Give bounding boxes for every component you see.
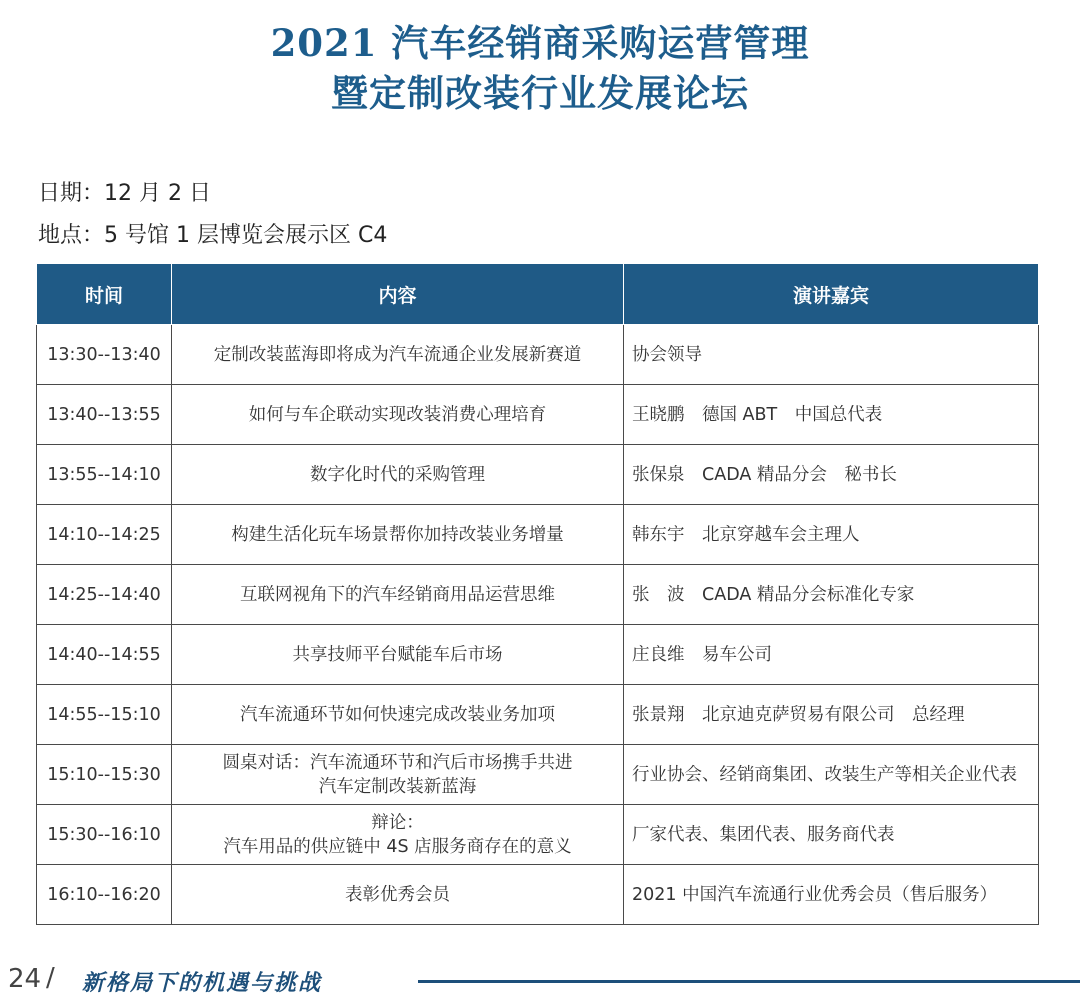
time-cell: 13:40--13:55 bbox=[37, 385, 172, 445]
table-row bbox=[37, 385, 1039, 445]
time-cell: 15:30--16:10 bbox=[37, 805, 172, 865]
content-cell: 辩论： 汽车用品的供应链中 4S 店服务商存在的意义 bbox=[172, 805, 624, 865]
event-date: 日期：12 月 2 日 bbox=[38, 181, 211, 206]
content-cell: 圆桌对话：汽车流通环节和汽后市场携手共进 汽车定制改装新蓝海 bbox=[172, 745, 624, 805]
table-row bbox=[37, 625, 1039, 685]
speaker-cell: 张保泉 CADA 精品分会 秘书长 bbox=[624, 445, 1039, 505]
content-cell: 汽车流通环节如何快速完成改装业务加项 bbox=[172, 685, 624, 745]
time-cell: 14:40--14:55 bbox=[37, 625, 172, 685]
title-line-2: 暨定制改装行业发展论坛 bbox=[331, 71, 749, 115]
section-title: 新格局下的机遇与挑战 bbox=[82, 971, 323, 996]
time-cell: 14:55--15:10 bbox=[37, 685, 172, 745]
speaker-cell: 张景翔 北京迪克萨贸易有限公司 总经理 bbox=[624, 685, 1039, 745]
table-row bbox=[37, 565, 1039, 625]
header-time: 时间 bbox=[37, 264, 172, 325]
speaker-cell: 王晓鹏 德国 ABT 中国总代表 bbox=[624, 385, 1039, 445]
table-row bbox=[37, 505, 1039, 565]
time-cell: 15:10--15:30 bbox=[37, 745, 172, 805]
header-speaker: 演讲嘉宾 bbox=[624, 264, 1039, 325]
content-cell: 定制改装蓝海即将成为汽车流通企业发展新赛道 bbox=[172, 325, 624, 385]
page-title bbox=[0, 18, 1080, 118]
speaker-cell: 协会领导 bbox=[624, 325, 1039, 385]
page-number-slash: / bbox=[46, 963, 55, 993]
table-row bbox=[37, 865, 1039, 925]
header-content: 内容 bbox=[172, 264, 624, 325]
time-cell: 14:10--14:25 bbox=[37, 505, 172, 565]
speaker-cell: 2021 中国汽车流通行业优秀会员（售后服务） bbox=[624, 865, 1039, 925]
table-header-row bbox=[37, 264, 1039, 325]
page-footer bbox=[0, 962, 1080, 998]
table-row bbox=[37, 325, 1039, 385]
time-cell: 13:30--13:40 bbox=[37, 325, 172, 385]
content-cell: 如何与车企联动实现改装消费心理培育 bbox=[172, 385, 624, 445]
page-number: 24 bbox=[8, 964, 42, 994]
speaker-cell: 庄良维 易车公司 bbox=[624, 625, 1039, 685]
schedule-table bbox=[36, 263, 1039, 925]
time-cell: 14:25--14:40 bbox=[37, 565, 172, 625]
table-row bbox=[37, 805, 1039, 865]
content-cell: 共享技师平台赋能车后市场 bbox=[172, 625, 624, 685]
content-cell: 数字化时代的采购管理 bbox=[172, 445, 624, 505]
table-row bbox=[37, 745, 1039, 805]
table-row bbox=[37, 685, 1039, 745]
speaker-cell: 行业协会、经销商集团、改装生产等相关企业代表 bbox=[624, 745, 1039, 805]
time-cell: 16:10--16:20 bbox=[37, 865, 172, 925]
title-line-1: 2021 汽车经销商采购运营管理 bbox=[270, 21, 810, 65]
content-cell: 互联网视角下的汽车经销商用品运营思维 bbox=[172, 565, 624, 625]
speaker-cell: 韩东宇 北京穿越车会主理人 bbox=[624, 505, 1039, 565]
speaker-cell: 张 波 CADA 精品分会标准化专家 bbox=[624, 565, 1039, 625]
content-cell: 构建生活化玩车场景帮你加持改装业务增量 bbox=[172, 505, 624, 565]
time-cell: 13:55--14:10 bbox=[37, 445, 172, 505]
footer-divider bbox=[418, 980, 1080, 983]
speaker-cell: 厂家代表、集团代表、服务商代表 bbox=[624, 805, 1039, 865]
event-location: 地点：5 号馆 1 层博览会展示区 C4 bbox=[38, 223, 388, 248]
content-cell: 表彰优秀会员 bbox=[172, 865, 624, 925]
table-row bbox=[37, 445, 1039, 505]
